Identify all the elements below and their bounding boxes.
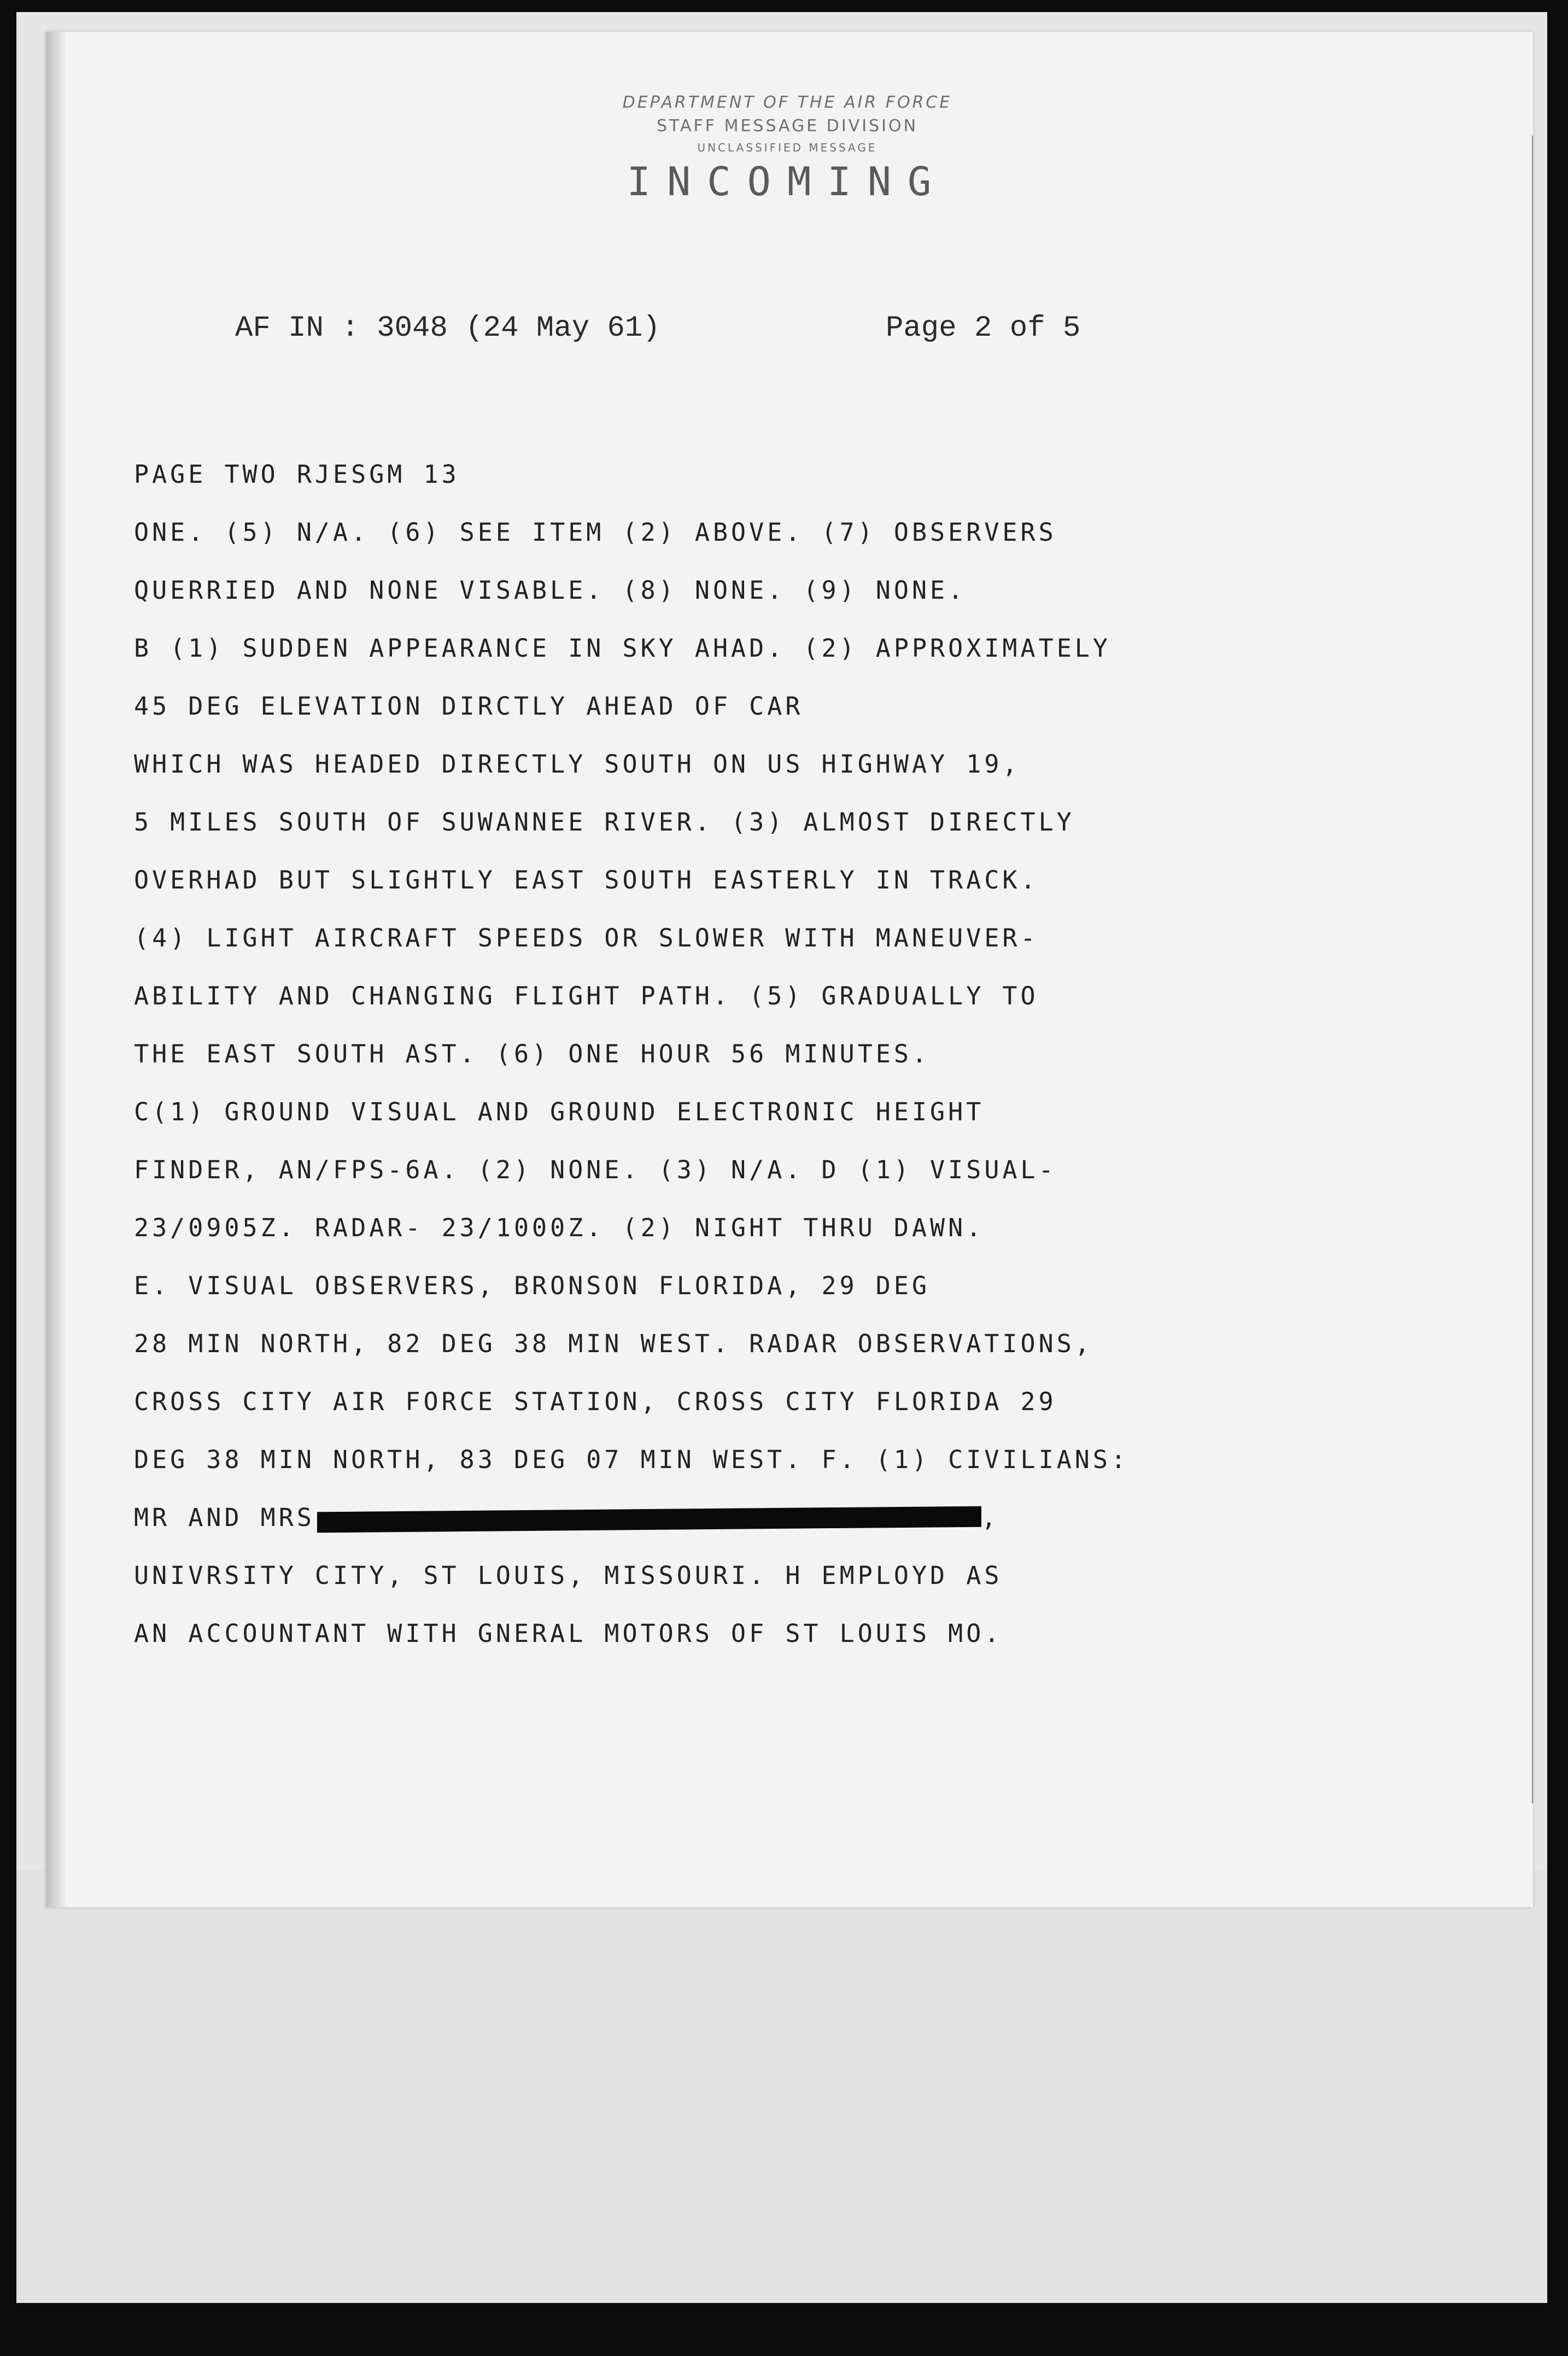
document-page <box>46 32 1533 1907</box>
body-line: WHICH WAS HEADED DIRECTLY SOUTH ON US HIGHWAY 19, <box>134 750 1021 779</box>
stamp-incoming: INCOMING <box>627 159 948 204</box>
body-line: E. VISUAL OBSERVERS, BRONSON FLORIDA, 29 DEG <box>134 1271 931 1300</box>
body-line: ABILITY AND CHANGING FLIGHT PATH. (5) GRADUALLY TO <box>134 981 1039 1010</box>
body-line: ONE. (5) N/A. (6) SEE ITEM (2) ABOVE. (7) OBSERVERS <box>134 518 1057 547</box>
stamp-classification: UNCLASSIFIED MESSAGE <box>697 141 877 154</box>
body-line: PAGE TWO RJESGM 13 <box>134 460 460 489</box>
body-line: UNIVRSITY CITY, ST LOUIS, MISSOURI. H EMPLOYD AS <box>134 1561 1003 1590</box>
page-edge-shadow <box>46 32 66 1907</box>
body-line: B (1) SUDDEN APPEARANCE IN SKY AHAD. (2) APPROXIMATELY <box>134 634 1111 663</box>
stamp-department: DEPARTMENT OF THE AIR FORCE <box>622 93 952 112</box>
body-line: DEG 38 MIN NORTH, 83 DEG 07 MIN WEST. F. (1) CIVILIANS: <box>134 1445 1130 1474</box>
body-line: CROSS CITY AIR FORCE STATION, CROSS CITY FLORIDA 29 <box>134 1387 1057 1416</box>
body-line: 28 MIN NORTH, 82 DEG 38 MIN WEST. RADAR OBSERVATIONS, <box>134 1329 1093 1358</box>
redacted-suffix: , <box>981 1503 1000 1532</box>
body-line: C(1) GROUND VISUAL AND GROUND ELECTRONIC HEIGHT <box>134 1097 985 1126</box>
redaction-bar <box>317 1506 981 1533</box>
message-body <box>134 446 1446 1663</box>
body-line: FINDER, AN/FPS-6A. (2) NONE. (3) N/A. D (1) VISUAL- <box>134 1155 1057 1184</box>
page-number: Page 2 of 5 <box>886 312 1081 345</box>
scanner-bed <box>16 1870 1547 2302</box>
department-stamp <box>514 93 1061 204</box>
body-line: OVERHAD BUT SLIGHTLY EAST SOUTH EASTERLY IN TRACK. <box>134 866 1039 895</box>
redacted-prefix: MR AND MRS <box>134 1503 315 1532</box>
message-reference: AF IN : 3048 (24 May 61) <box>235 312 660 345</box>
stamp-division: STAFF MESSAGE DIVISION <box>656 116 918 136</box>
redacted-line <box>134 1489 1446 1547</box>
page-right-rule <box>1532 136 1533 1803</box>
body-line: 23/0905Z. RADAR- 23/1000Z. (2) NIGHT THRU DAWN. <box>134 1213 985 1242</box>
body-line: (4) LIGHT AIRCRAFT SPEEDS OR SLOWER WITH MANEUVER- <box>134 923 1039 952</box>
body-line: QUERRIED AND NONE VISABLE. (8) NONE. (9) NONE. <box>134 576 967 605</box>
body-line: 45 DEG ELEVATION DIRCTLY AHEAD OF CAR <box>134 692 804 721</box>
body-line: 5 MILES SOUTH OF SUWANNEE RIVER. (3) ALMOST DIRECTLY <box>134 808 1075 837</box>
body-line: THE EAST SOUTH AST. (6) ONE HOUR 56 MINUTES. <box>134 1039 931 1068</box>
body-line: AN ACCOUNTANT WITH GNERAL MOTORS OF ST LOUIS MO. <box>134 1619 1003 1648</box>
